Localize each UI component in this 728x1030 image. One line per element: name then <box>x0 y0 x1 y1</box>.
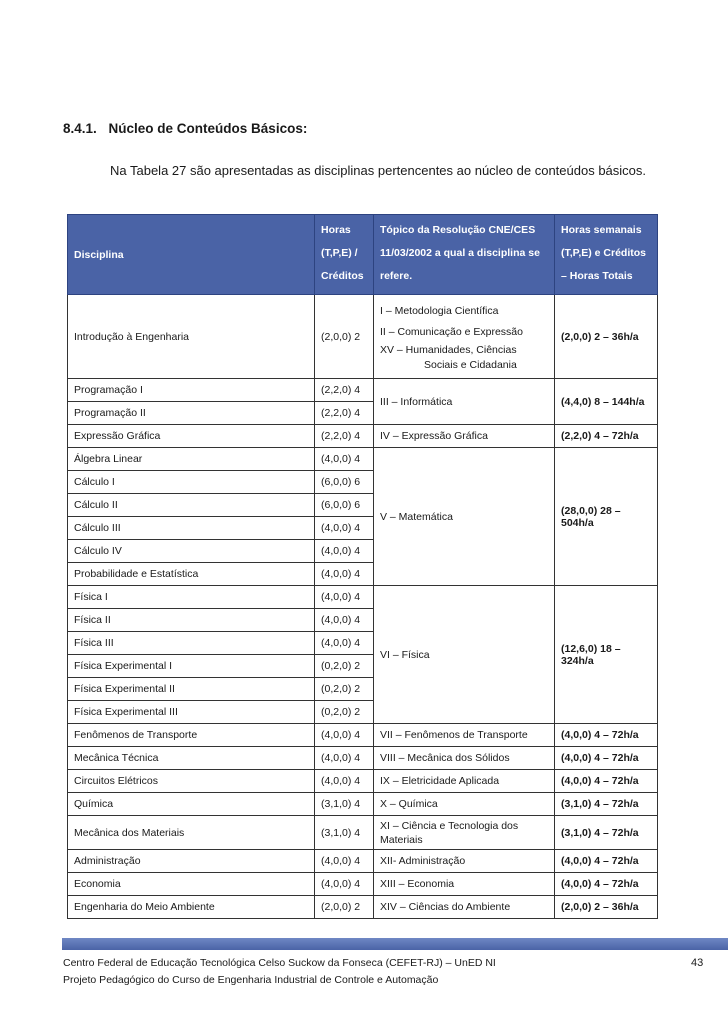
table-row <box>68 448 658 471</box>
table-row <box>68 425 658 448</box>
cell-horas: (4,0,0) 4 <box>315 563 374 586</box>
table-row <box>68 873 658 896</box>
cell-total: (3,1,0) 4 – 72h/a <box>555 793 658 816</box>
cell-total: (28,0,0) 28 – 504h/a <box>555 448 658 586</box>
cell-horas: (0,2,0) 2 <box>315 678 374 701</box>
cell-horas: (4,0,0) 4 <box>315 517 374 540</box>
cell-total: (12,6,0) 18 – 324h/a <box>555 586 658 724</box>
cell-total: (4,0,0) 4 – 72h/a <box>555 724 658 747</box>
cell-horas: (4,0,0) 4 <box>315 448 374 471</box>
header-disciplina: Disciplina <box>68 215 315 295</box>
cell-topico: V – Matemática <box>374 448 555 586</box>
cell-disciplina: Física Experimental II <box>68 678 315 701</box>
intro-paragraph: Na Tabela 27 são apresentadas as disciplinas pertencentes ao núcleo de conteúdos básicos. <box>110 163 647 178</box>
cell-disciplina: Química <box>68 793 315 816</box>
cell-topico: VII – Fenômenos de Transporte <box>374 724 555 747</box>
cell-disciplina: Física Experimental I <box>68 655 315 678</box>
table-row <box>68 379 658 402</box>
page-number: 43 <box>691 957 704 969</box>
cell-horas: (4,0,0) 4 <box>315 850 374 873</box>
cell-horas: (6,0,0) 6 <box>315 471 374 494</box>
header-horas-semanais: Horas semanais (T,P,E) e Créditos – Horas Totais <box>555 215 658 295</box>
cell-horas: (4,0,0) 4 <box>315 586 374 609</box>
cell-topico: X – Química <box>374 793 555 816</box>
cell-horas: (2,0,0) 2 <box>315 896 374 919</box>
cell-disciplina: Circuitos Elétricos <box>68 770 315 793</box>
cell-disciplina: Introdução à Engenharia <box>68 295 315 379</box>
cell-horas: (4,0,0) 4 <box>315 770 374 793</box>
cell-disciplina: Cálculo II <box>68 494 315 517</box>
table-row <box>68 586 658 609</box>
cell-total: (3,1,0) 4 – 72h/a <box>555 816 658 850</box>
cell-topico: XI – Ciência e Tecnologia dos Materiais <box>374 816 555 850</box>
section-number: 8.4.1. <box>63 121 97 136</box>
cell-disciplina: Economia <box>68 873 315 896</box>
cell-disciplina: Mecânica dos Materiais <box>68 816 315 850</box>
cell-horas: (2,2,0) 4 <box>315 425 374 448</box>
cell-disciplina: Cálculo IV <box>68 540 315 563</box>
cell-disciplina: Mecânica Técnica <box>68 747 315 770</box>
cell-horas: (0,2,0) 2 <box>315 655 374 678</box>
footer-project: Projeto Pedagógico do Curso de Engenharia Industrial de Controle e Automação <box>63 974 439 986</box>
section-heading <box>63 121 307 136</box>
cell-disciplina: Cálculo I <box>68 471 315 494</box>
table-row <box>68 747 658 770</box>
table-row <box>68 850 658 873</box>
cell-topico: XII- Administração <box>374 850 555 873</box>
cell-horas: (4,0,0) 4 <box>315 609 374 632</box>
cell-topico: I – Metodologia Científica II – Comunicação e Expressão XV – Humanidades, Ciências Sociais e Cidadania <box>374 295 555 379</box>
cell-topico: IV – Expressão Gráfica <box>374 425 555 448</box>
cell-topico: III – Informática <box>374 379 555 425</box>
cell-disciplina: Física II <box>68 609 315 632</box>
cell-disciplina: Expressão Gráfica <box>68 425 315 448</box>
cell-disciplina: Física III <box>68 632 315 655</box>
header-horas: Horas (T,P,E) / Créditos <box>315 215 374 295</box>
table-row <box>68 793 658 816</box>
cell-total: (2,2,0) 4 – 72h/a <box>555 425 658 448</box>
cell-horas: (2,0,0) 2 <box>315 295 374 379</box>
disciplines-table <box>67 214 658 919</box>
cell-topico: VIII – Mecânica dos Sólidos <box>374 747 555 770</box>
cell-horas: (0,2,0) 2 <box>315 701 374 724</box>
cell-disciplina: Programação II <box>68 402 315 425</box>
cell-total: (4,0,0) 4 – 72h/a <box>555 850 658 873</box>
cell-disciplina: Engenharia do Meio Ambiente <box>68 896 315 919</box>
cell-disciplina: Física I <box>68 586 315 609</box>
cell-horas: (4,0,0) 4 <box>315 747 374 770</box>
cell-topico: XIV – Ciências do Ambiente <box>374 896 555 919</box>
cell-horas: (4,0,0) 4 <box>315 873 374 896</box>
cell-disciplina: Programação I <box>68 379 315 402</box>
cell-disciplina: Fenômenos de Transporte <box>68 724 315 747</box>
cell-horas: (3,1,0) 4 <box>315 816 374 850</box>
cell-horas: (6,0,0) 6 <box>315 494 374 517</box>
cell-total: (4,0,0) 4 – 72h/a <box>555 873 658 896</box>
cell-topico: VI – Física <box>374 586 555 724</box>
cell-horas: (2,2,0) 4 <box>315 402 374 425</box>
cell-horas: (4,0,0) 4 <box>315 540 374 563</box>
table-row <box>68 295 658 379</box>
table-row <box>68 770 658 793</box>
cell-disciplina: Cálculo III <box>68 517 315 540</box>
cell-disciplina: Administração <box>68 850 315 873</box>
footer-divider-bar <box>62 938 728 950</box>
cell-total: (2,0,0) 2 – 36h/a <box>555 295 658 379</box>
cell-total: (2,0,0) 2 – 36h/a <box>555 896 658 919</box>
cell-disciplina: Probabilidade e Estatística <box>68 563 315 586</box>
cell-disciplina: Física Experimental III <box>68 701 315 724</box>
cell-horas: (4,0,0) 4 <box>315 632 374 655</box>
cell-horas: (4,0,0) 4 <box>315 724 374 747</box>
section-title: Núcleo de Conteúdos Básicos: <box>108 121 308 136</box>
cell-horas: (3,1,0) 4 <box>315 793 374 816</box>
table-row <box>68 724 658 747</box>
header-topico: Tópico da Resolução CNE/CES 11/03/2002 a qual a disciplina se refere. <box>374 215 555 295</box>
cell-total: (4,4,0) 8 – 144h/a <box>555 379 658 425</box>
cell-total: (4,0,0) 4 – 72h/a <box>555 770 658 793</box>
table-row <box>68 896 658 919</box>
table-row <box>68 816 658 850</box>
cell-topico: IX – Eletricidade Aplicada <box>374 770 555 793</box>
cell-total: (4,0,0) 4 – 72h/a <box>555 747 658 770</box>
cell-disciplina: Álgebra Linear <box>68 448 315 471</box>
footer-institution: Centro Federal de Educação Tecnológica Celso Suckow da Fonseca (CEFET-RJ) – UnED NI <box>63 957 496 969</box>
cell-horas: (2,2,0) 4 <box>315 379 374 402</box>
cell-topico: XIII – Economia <box>374 873 555 896</box>
